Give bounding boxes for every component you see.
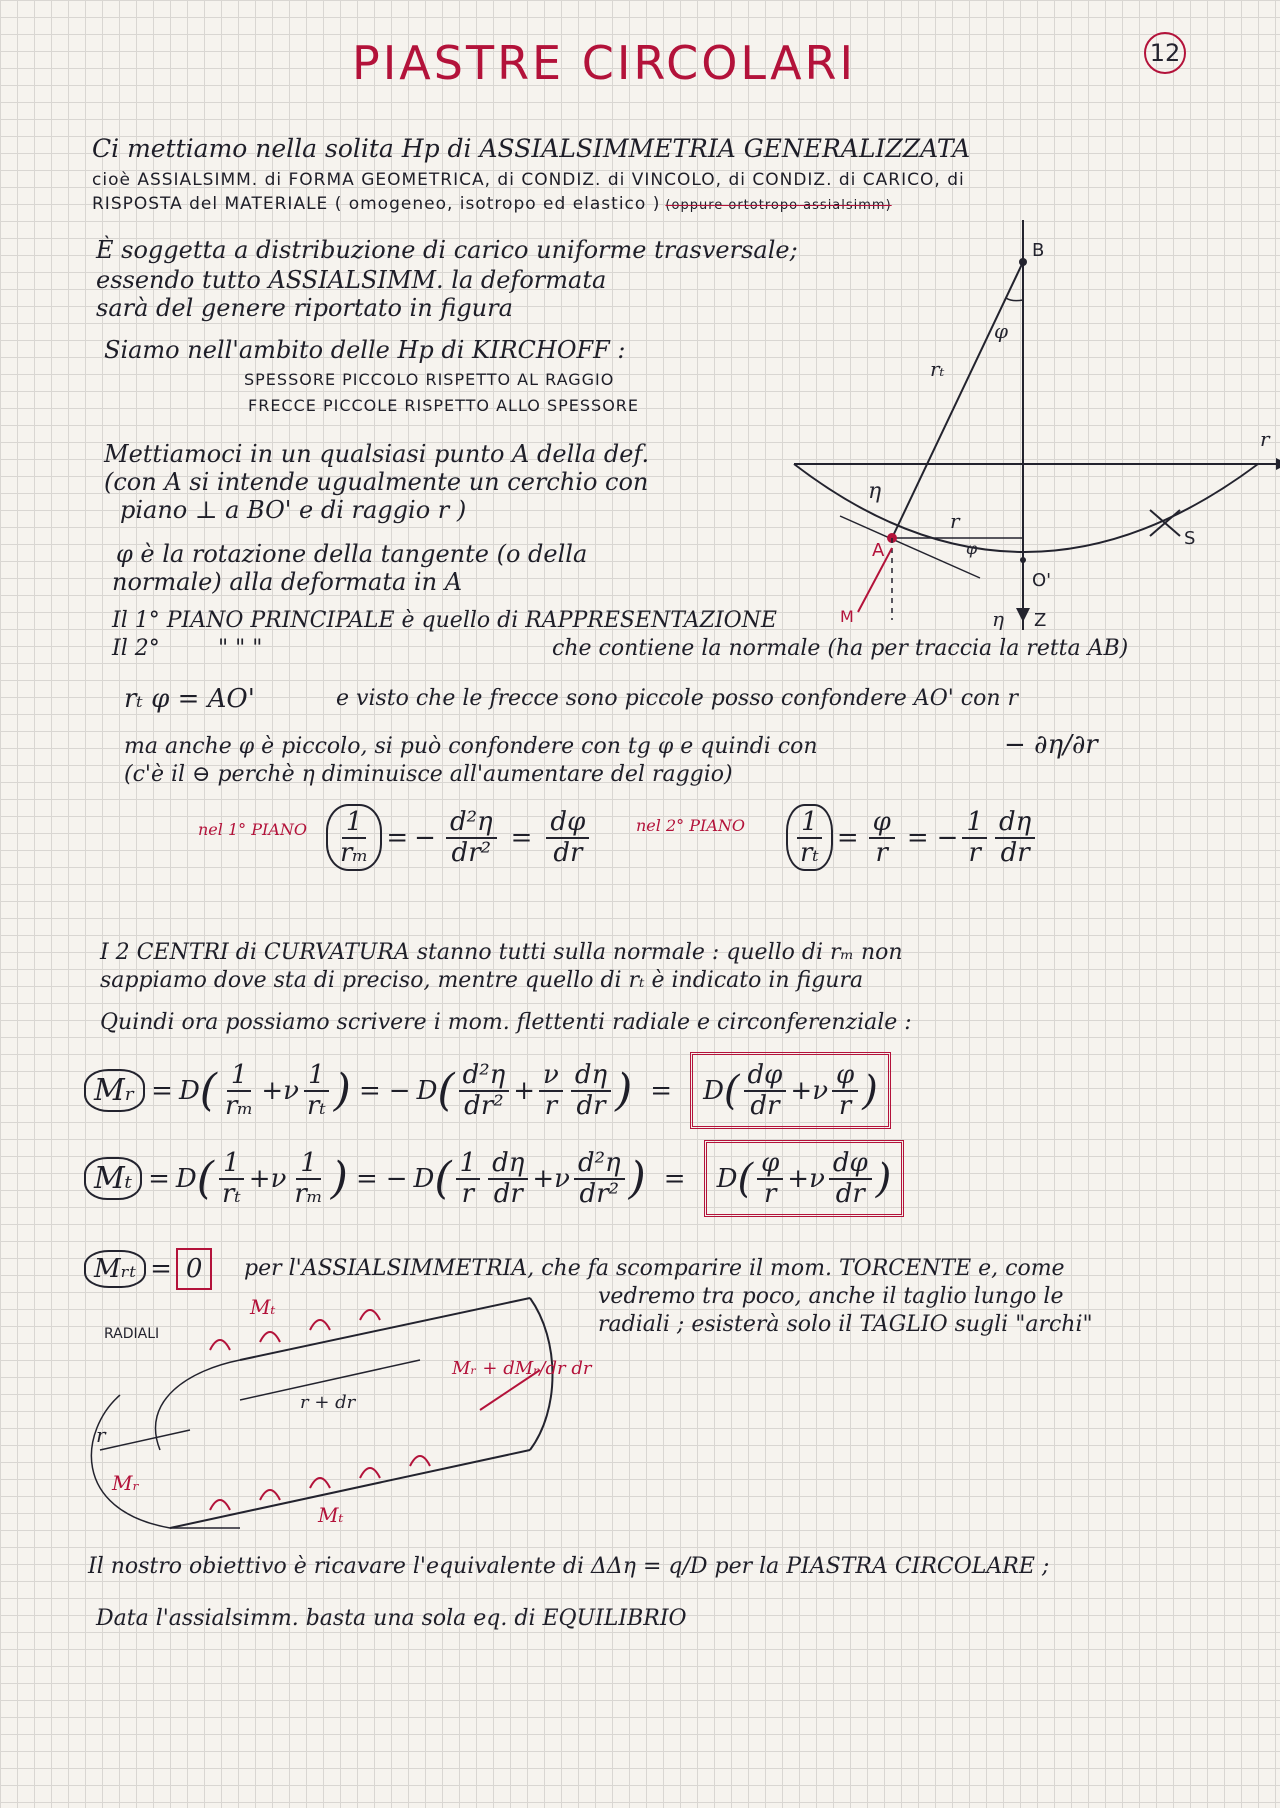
point-a-line-1: Mettiamoci in un qualsiasi punto A della def. (104, 440, 650, 468)
mr-nu-2: ν (812, 1075, 828, 1106)
kirchhoff-item-2: FRECCE PICCOLE RISPETTO ALLO SPESSORE (248, 396, 640, 415)
num-dphi: dφ (546, 808, 589, 839)
mr-nu: ν (283, 1075, 299, 1106)
intro-line-2: cioè ASSIALSIMM. di FORMA GEOMETRICA, di CONDIZ. di VINCOLO, di CONDIZ. di CARICO, di (92, 170, 965, 190)
planes-line-2c: che contiene la normale (ha per traccia la retta AB) (552, 636, 1129, 661)
phi-arc-b (1006, 298, 1023, 301)
rt-phi-line-3: (c'è il ⊖ perchè η diminuisce all'aumentare del raggio) (124, 762, 733, 787)
den-r: r (875, 837, 888, 868)
label-mt-top: Mₜ (250, 1295, 276, 1319)
mt-paren-open: ( (196, 1153, 214, 1205)
rt-phi-eq: rₜ φ = AO' (124, 684, 255, 714)
label-r-dr: r + dr (300, 1392, 356, 1413)
paren-close: ) (333, 1065, 351, 1117)
label-r-element: r (96, 1423, 106, 1447)
mt-equation (84, 1140, 904, 1217)
mr-1-rm (221, 1061, 257, 1120)
label-phi-b: φ (994, 319, 1009, 343)
deformation-figure (780, 220, 1280, 640)
mt-bottom-arrows (210, 1456, 430, 1510)
mt-plus-2: + (532, 1163, 555, 1194)
z-axis-arrow (1016, 608, 1030, 622)
mt-1-rm (290, 1149, 326, 1208)
mr-label: Mᵣ (84, 1069, 145, 1112)
mt-deta-dr (488, 1149, 528, 1208)
mt-den-r-2: r (763, 1178, 777, 1209)
mt-d: D (175, 1163, 197, 1194)
element-inner-arc (155, 1360, 240, 1450)
mt-eq-2: = (355, 1163, 378, 1194)
mt-paren-open-3: ( (737, 1155, 754, 1202)
deta-dr (995, 808, 1035, 867)
mr-num-dphi: dφ (744, 1061, 787, 1092)
eq-sign: = (386, 822, 409, 853)
mt-nu-3: ν (809, 1163, 825, 1194)
mrt-eq: = (150, 1254, 172, 1284)
mt-num-dphi: dφ (829, 1149, 872, 1180)
num-deta: dη (995, 808, 1035, 839)
num-phi: φ (869, 808, 895, 839)
mt-paren-close-3: ) (875, 1155, 892, 1202)
mt-1-rt (218, 1149, 245, 1208)
mr-den-dr2: dr² (464, 1090, 504, 1121)
label-mt-bottom: Mₜ (318, 1503, 344, 1527)
mt-den-r: r (461, 1178, 475, 1209)
label-rt: rₜ (930, 357, 945, 381)
num-one: 1 (342, 808, 367, 839)
d2eta-dr2 (446, 808, 497, 867)
mt-paren-close: ) (330, 1153, 348, 1205)
mr-plus-2: + (513, 1075, 536, 1106)
intro-line-3-struck: (oppure ortotropo assialsimm) (665, 198, 892, 213)
mr-den-dr-2: dr (750, 1090, 780, 1121)
mt-paren-open-2: ( (434, 1153, 452, 1205)
curvature-eq-2 (782, 804, 1039, 871)
mr-num-1: 1 (227, 1061, 252, 1092)
label-a: A (872, 540, 885, 561)
objective-line-1: Il nostro obiettivo è ricavare l'equivalente di ΔΔη = q/D per la PIASTRA CIRCOLARE ; (88, 1554, 1050, 1579)
mt-nu-2: ν (554, 1163, 570, 1194)
phi-def-line-2: normale) alla deformata in A (112, 568, 463, 596)
load-line-2: essendo tutto ASSIALSIMM. la deformata (96, 266, 607, 294)
mr-eq-3: = (650, 1075, 673, 1106)
mt-plus-3: + (787, 1163, 810, 1194)
den-r-2: r (968, 837, 981, 868)
den-dr-2: dr (1000, 837, 1030, 868)
paren-open: ( (199, 1065, 217, 1117)
normal-line-ab (892, 262, 1023, 538)
mt-label: Mₜ (84, 1157, 142, 1200)
intro-line-3: RISPOSTA del MATERIALE ( omogeneo, isotropo ed elastico ) (92, 194, 661, 214)
one-over-rt (786, 804, 833, 871)
intro-line-3-wrap (92, 194, 892, 214)
phi-over-r (869, 808, 895, 867)
kirchhoff-line: Siamo nell'ambito delle Hp di KIRCHOFF : (104, 336, 626, 364)
assial-line-1: per l'ASSIALSIMMETRIA, che fa scomparire il mom. TORCENTE e, come (244, 1256, 1065, 1281)
label-o: O' (1032, 570, 1052, 591)
mr-plus-3: + (790, 1075, 813, 1106)
label-r: r (950, 509, 960, 533)
rt-phi-expr: − ∂η/∂r (1004, 730, 1098, 760)
mr-dphi-dr (744, 1061, 787, 1120)
paren-close-2: ) (615, 1065, 633, 1117)
mt-dphi-dr (829, 1149, 872, 1208)
rt-phi-line-2: ma anche φ è piccolo, si può confondere con tg φ e quindi con (124, 734, 818, 759)
mr-deta-dr (571, 1061, 611, 1120)
minus-sign: − (414, 822, 436, 853)
eq-sign-2: = (510, 822, 533, 853)
label-second-plane: nel 2° PIANO (636, 816, 745, 835)
mr-d-3: D (703, 1075, 724, 1106)
mt-result-box (704, 1140, 905, 1217)
mr-den-rm: rₘ (224, 1090, 254, 1121)
load-line-1: È soggetta a distribuzione di carico uniforme trasversale; (96, 236, 798, 264)
point-a-line-2: (con A si intende ugualmente un cerchio con (104, 468, 649, 496)
mr-nu-r (539, 1061, 563, 1120)
mt-top-arrows (210, 1310, 380, 1350)
den-dr: dr (553, 837, 583, 868)
mr-num-2: 1 (304, 1061, 329, 1092)
mr-d-2: D (416, 1075, 438, 1106)
mr-plus: + (261, 1075, 284, 1106)
mt-d-3: D (716, 1163, 738, 1194)
page-number: 12 (1144, 32, 1186, 74)
assial-line-3: radiali ; esisterà solo il TAGLIO sugli "archi" (598, 1312, 1093, 1337)
mr-num-deta: dη (571, 1061, 611, 1092)
paren-close-3: ) (862, 1067, 878, 1114)
planes-line-1: Il 1° PIANO PRINCIPALE è quello di RAPPRESENTAZIONE (112, 608, 777, 633)
mt-minus: − (385, 1163, 408, 1194)
assial-line-2: vedremo tra poco, anche il taglio lungo le (598, 1284, 1064, 1309)
plate-element-figure (60, 1290, 620, 1540)
mr-result-box (690, 1052, 891, 1129)
den-rt: rₜ (800, 837, 819, 868)
planes-line-2b: " " " (218, 636, 263, 661)
den-rm: rₘ (340, 837, 369, 868)
mt-d-2: D (413, 1163, 435, 1194)
minus-sign-2: − (936, 822, 959, 853)
num-one-3: 1 (962, 808, 987, 839)
mr-den-rt: rₜ (306, 1090, 326, 1121)
mr-eq: = (151, 1075, 173, 1106)
mr-minus: − (388, 1075, 411, 1106)
r-axis-arrow (1276, 458, 1280, 470)
label-first-plane: nel 1° PIANO (198, 820, 307, 839)
mt-num-3: 1 (456, 1149, 481, 1180)
mt-d2eta (574, 1149, 625, 1208)
rt-phi-text: e visto che le frecce sono piccole posso confondere AO' con r (336, 686, 1019, 711)
mt-den-dr-2: dr (835, 1178, 865, 1209)
intro-line-1: Ci mettiamo nella solita Hp di ASSIALSIMMETRIA GENERALIZZATA (92, 134, 971, 163)
phi-def-line-1: φ è la rotazione della tangente (o della (116, 540, 588, 568)
den-dr2: dr² (451, 837, 492, 868)
mt-den-dr2: dr² (579, 1178, 620, 1209)
objective-line-2: Data l'assialsimm. basta una sola eq. di EQUILIBRIO (96, 1606, 687, 1631)
one-over-r (962, 808, 987, 867)
mt-paren-close-2: ) (628, 1153, 646, 1205)
label-eta-bottom: η (992, 607, 1004, 631)
mt-num-1: 1 (219, 1149, 244, 1180)
num-d2eta: d²η (446, 808, 497, 839)
load-line-3: sarà del genere riportato in figura (96, 294, 513, 322)
mr-num-d2eta: d²η (459, 1061, 510, 1092)
num-one-2: 1 (797, 808, 822, 839)
one-over-rm (326, 804, 382, 871)
mr-equation (84, 1052, 891, 1129)
element-outline-left (91, 1395, 240, 1528)
paren-open-3: ( (723, 1067, 740, 1114)
mr-d: D (178, 1075, 200, 1106)
eq-sign-3: = (836, 822, 859, 853)
mt-num-d2eta: d²η (574, 1149, 625, 1180)
mt-den-rm: rₘ (294, 1178, 323, 1209)
mt-eq-3: = (663, 1163, 686, 1194)
mt-nu: ν (270, 1163, 287, 1194)
label-mr-element: Mᵣ (112, 1471, 140, 1495)
label-phi-a: φ (966, 539, 978, 558)
paren-open-2: ( (437, 1065, 455, 1117)
label-b: B (1032, 240, 1045, 261)
centers-line-2: sappiamo dove sta di preciso, mentre quello di rₜ è indicato in figura (100, 968, 864, 993)
mt-num-2: 1 (296, 1149, 321, 1180)
mr-eq-2: = (358, 1075, 381, 1106)
mr-den-r: r (544, 1090, 558, 1121)
element-bottom-edge (170, 1450, 530, 1528)
mr-d2eta (459, 1061, 510, 1120)
centers-line-1: I 2 CENTRI di CURVATURA stanno tutti sulla normale : quello di rₘ non (100, 940, 903, 965)
moments-intro: Quindi ora possiamo scrivere i mom. flettenti radiale e circonferenziale : (100, 1010, 912, 1035)
mt-num-deta: dη (488, 1149, 528, 1180)
mrt-zero: 0 (176, 1248, 213, 1290)
page-title: PIASTRE CIRCOLARI (352, 36, 857, 90)
eq-sign-4: = (906, 822, 929, 853)
label-radiali: RADIALI (104, 1326, 160, 1342)
point-o (1020, 557, 1026, 563)
mt-plus: + (248, 1163, 271, 1194)
mr-num-nu: ν (539, 1061, 563, 1092)
label-m: M (840, 607, 854, 626)
mt-den-dr: dr (493, 1178, 523, 1209)
r-arrow (100, 1430, 190, 1450)
mr-1-rt (303, 1061, 330, 1120)
kirchhoff-item-1: SPESSORE PICCOLO RISPETTO AL RAGGIO (244, 370, 615, 389)
point-a-line-3: piano ⊥ a BO' e di raggio r ) (120, 496, 467, 524)
mt-1-r (456, 1149, 481, 1208)
dphi-dr (546, 808, 589, 867)
label-z: Z (1034, 610, 1047, 631)
mt-num-phi: φ (757, 1149, 783, 1180)
mt-eq: = (148, 1163, 170, 1194)
element-top-edge (240, 1298, 530, 1360)
curvature-eq-1 (322, 804, 593, 871)
mr-den-dr: dr (576, 1090, 606, 1121)
mr-phi-r (832, 1061, 858, 1120)
mr-num-phi: φ (832, 1061, 858, 1092)
planes-line-2a: Il 2° (112, 636, 160, 661)
label-mr-plus: Mᵣ + dMᵣ/dr dr (452, 1358, 592, 1379)
mt-phi-r (757, 1149, 783, 1208)
mrt-label: Mᵣₜ (84, 1250, 146, 1288)
mrt-equation (84, 1248, 212, 1290)
label-r-axis: r (1260, 427, 1270, 451)
mt-den-rt: rₜ (221, 1178, 241, 1209)
label-eta: η (868, 479, 882, 504)
mr-den-r-2: r (838, 1090, 852, 1121)
label-s: S (1184, 528, 1196, 549)
